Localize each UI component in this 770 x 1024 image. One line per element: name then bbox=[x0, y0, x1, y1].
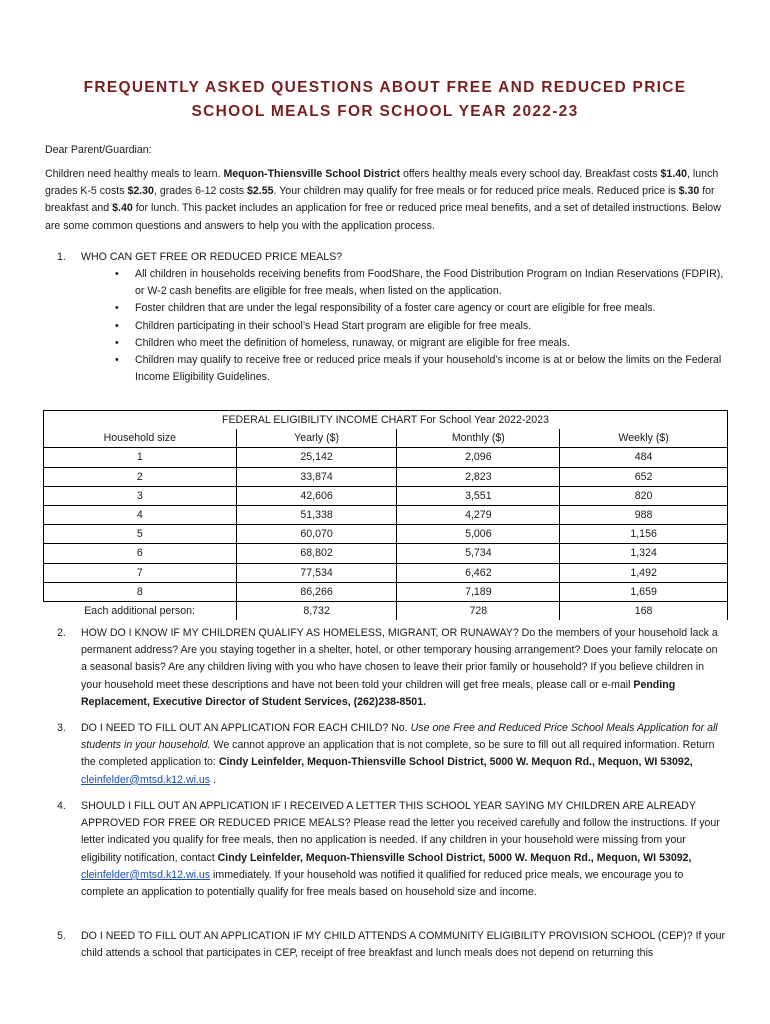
column-header: Household size bbox=[44, 429, 237, 448]
table-cell: 7 bbox=[44, 563, 237, 582]
table-row bbox=[44, 544, 728, 563]
bullet-item: • Children may qualify to receive free or reduced price meals if your household’s income is at or below the limits on the Federal Income Eligibility Guidelines. bbox=[45, 352, 725, 386]
table-row bbox=[44, 582, 728, 601]
breakfast-price: $1.40 bbox=[660, 168, 687, 180]
email-link[interactable]: cleinfelder@mtsd.k12.wi.us bbox=[81, 773, 211, 786]
table-cell: 1 bbox=[44, 448, 237, 467]
intro-paragraph: Children need healthy meals to learn. Mequon-Thiensville School District offers healthy meals every school day. Breakfast costs $1.40, lunch grades K-5 costs $2.30, grades 6-12 costs $2.55. Your children may qualify for free meals or for reduced price meals. Reduced price is $.30 for breakfast and $.40 for lunch. This packet includes an application for free or reduced price meal benefits, and a set of detailed instructions. Below are some common questions and answers to help you with the application process. bbox=[45, 168, 721, 232]
table-cell: 652 bbox=[560, 467, 728, 486]
title-line-1: FREQUENTLY ASKED QUESTIONS ABOUT FREE AND REDUCED PRICE bbox=[83, 79, 687, 96]
question-2 bbox=[45, 625, 725, 711]
column-header: Monthly ($) bbox=[397, 429, 560, 448]
contact-info: Cindy Leinfelder, Mequon-Thiensville School District, 5000 W. Mequon Rd., Mequon, WI 53092, bbox=[217, 851, 692, 864]
table-cell: 60,070 bbox=[236, 525, 397, 544]
table-cell: 7,189 bbox=[397, 582, 560, 601]
table-cell: 2,823 bbox=[397, 467, 560, 486]
table-cell: 4 bbox=[44, 505, 237, 524]
lunch-6-12-price: $2.55 bbox=[247, 185, 274, 198]
table-cell: 4,279 bbox=[397, 505, 560, 524]
table-cell: 1,324 bbox=[560, 544, 728, 563]
table-cell: 51,338 bbox=[236, 505, 397, 524]
table-cell: 2 bbox=[44, 467, 237, 486]
table-cell: 484 bbox=[560, 448, 728, 467]
contact-info: Cindy Leinfelder, Mequon-Thiensville School District, 5000 W. Mequon Rd., Mequon, WI 53092, bbox=[218, 756, 693, 769]
table-cell: 2,096 bbox=[397, 448, 560, 467]
bullet-item: • All children in households receiving benefits from FoodShare, the Food Distribution Program on Indian Reservations (FDPIR), or W-2 cash benefits are eligible for free meals, when listed on the application. bbox=[45, 266, 725, 300]
question-1 bbox=[45, 249, 725, 266]
table-cell: 68,802 bbox=[236, 544, 397, 563]
table-cell: 77,534 bbox=[236, 563, 397, 582]
table-cell: 168 bbox=[560, 601, 728, 620]
question-3 bbox=[45, 720, 725, 789]
table-cell: 5,734 bbox=[397, 544, 560, 563]
question-5 bbox=[45, 928, 725, 962]
table-cell: 988 bbox=[560, 505, 728, 524]
table-cell: 8,732 bbox=[236, 601, 397, 620]
table-row-additional bbox=[44, 601, 728, 620]
salutation: Dear Parent/Guardian: bbox=[45, 144, 152, 156]
table-cell: 1,659 bbox=[560, 582, 728, 601]
table-cell: 3 bbox=[44, 486, 237, 505]
bullet-item: • Children participating in their school’s Head Start program are eligible for free meals. bbox=[45, 318, 725, 335]
column-header: Yearly ($) bbox=[236, 429, 397, 448]
table-row bbox=[44, 525, 728, 544]
table-cell: 6 bbox=[44, 544, 237, 563]
table-cell: 8 bbox=[44, 582, 237, 601]
question-number: 2. bbox=[57, 627, 66, 639]
table-cell: 25,142 bbox=[236, 448, 397, 467]
table-cell: 5 bbox=[44, 525, 237, 544]
question-number: 1. bbox=[57, 251, 66, 263]
income-eligibility-table bbox=[43, 410, 728, 620]
table-cell: 1,156 bbox=[560, 525, 728, 544]
table-cell: 42,606 bbox=[236, 486, 397, 505]
emphasis-text: Use one Free and Reduced Price School Meals Application for all students in your household. bbox=[81, 722, 718, 752]
table-cell: 6,462 bbox=[397, 563, 560, 582]
question-text: WHO CAN GET FREE OR REDUCED PRICE MEALS? bbox=[81, 251, 343, 263]
district-name: Mequon-Thiensville School District bbox=[223, 168, 401, 180]
question-number: 4. bbox=[57, 800, 66, 812]
table-row bbox=[44, 467, 728, 486]
table-row bbox=[44, 563, 728, 582]
table-cell: 5,006 bbox=[397, 525, 560, 544]
reduced-breakfast-price: $.30 bbox=[678, 185, 700, 198]
question-number: 5. bbox=[57, 930, 66, 942]
column-header: Weekly ($) bbox=[560, 429, 728, 448]
question-text: SHOULD I FILL OUT AN APPLICATION IF I RECEIVED A LETTER THIS SCHOOL YEAR SAYING MY CHILDREN ARE ALREADY APPROVED FOR FREE OR REDUCED PRICE MEALS? Please read the letter you received carefully and follow the instructions. If your letter indicated you qualify for free meals, then no application is needed. If any children in your household were missing from your eligibility notification, contact Cindy Leinfelder, Mequon-Thiensville School District, 5000 W. Mequon Rd., Mequon, WI 53092, cleinfelder@mtsd.k12.wi.us immediately. If your household was notified it qualified for reduced price meals, we encourage you to complete an application to potentially qualify for free meals based on household size and income. bbox=[81, 800, 720, 899]
table-cell: 1,492 bbox=[560, 563, 728, 582]
table-cell: 86,266 bbox=[236, 582, 397, 601]
table-cell: Each additional person: bbox=[84, 604, 195, 617]
contact-info: Pending Replacement, Executive Director of Student Services, (262)238-8501. bbox=[81, 678, 676, 708]
question-number: 3. bbox=[57, 722, 66, 734]
email-link[interactable]: cleinfelder@mtsd.k12.wi.us bbox=[81, 868, 211, 881]
question-text: HOW DO I KNOW IF MY CHILDREN QUALIFY AS HOMELESS, MIGRANT, OR RUNAWAY? Do the members of your household lack a permanent address? Are you staying together in a shelter, hotel, or other temporary housing arrangement? Does your family relocate on a seasonal basis? Are any children living with you who have chosen to leave their prior family or household? If you believe children in your household meet these descriptions and have not been told your children will get free meals, please call or e-mail Pending Replacement, Executive Director of Student Services, (262)238-8501. bbox=[81, 627, 718, 708]
reduced-lunch-price: $.40 bbox=[112, 202, 133, 215]
table-row bbox=[44, 505, 728, 524]
table-cell: 3,551 bbox=[397, 486, 560, 505]
table-row bbox=[44, 486, 728, 505]
eligibility-bullet-list bbox=[45, 266, 725, 386]
title-line-2: SCHOOL MEALS FOR SCHOOL YEAR 2022-23 bbox=[191, 103, 579, 120]
table-cell: 728 bbox=[397, 601, 560, 620]
bullet-item: • Foster children that are under the legal responsibility of a foster care agency or court are eligible for free meals. bbox=[45, 300, 725, 317]
page-title bbox=[0, 76, 770, 124]
table-row bbox=[44, 448, 728, 467]
bullet-item: • Children who meet the definition of homeless, runaway, or migrant are eligible for free meals. bbox=[45, 335, 725, 352]
table-caption: FEDERAL ELIGIBILITY INCOME CHART For School Year 2022-2023 bbox=[44, 411, 728, 430]
table-cell: 820 bbox=[560, 486, 728, 505]
table-cell: 33,874 bbox=[236, 467, 397, 486]
question-text: DO I NEED TO FILL OUT AN APPLICATION FOR EACH CHILD? No. Use one Free and Reduced Price School Meals Application for all students in your household. We cannot approve an application that is not complete, so be sure to fill out all required information. Return the completed application to: Cindy Leinfelder, Mequon-Thiensville School District, 5000 W. Mequon Rd., Mequon, WI 53092, cleinfelder@mtsd.k12.wi.us . bbox=[81, 722, 718, 786]
question-text: DO I NEED TO FILL OUT AN APPLICATION IF MY CHILD ATTENDS A COMMUNITY ELIGIBILITY PROVISION SCHOOL (CEP)? If your child attends a school that participates in CEP, receipt of free breakfast and lunch meals does not depend on returning this bbox=[81, 930, 726, 960]
lunch-k5-price: $2.30 bbox=[127, 185, 154, 198]
question-4 bbox=[45, 798, 725, 901]
